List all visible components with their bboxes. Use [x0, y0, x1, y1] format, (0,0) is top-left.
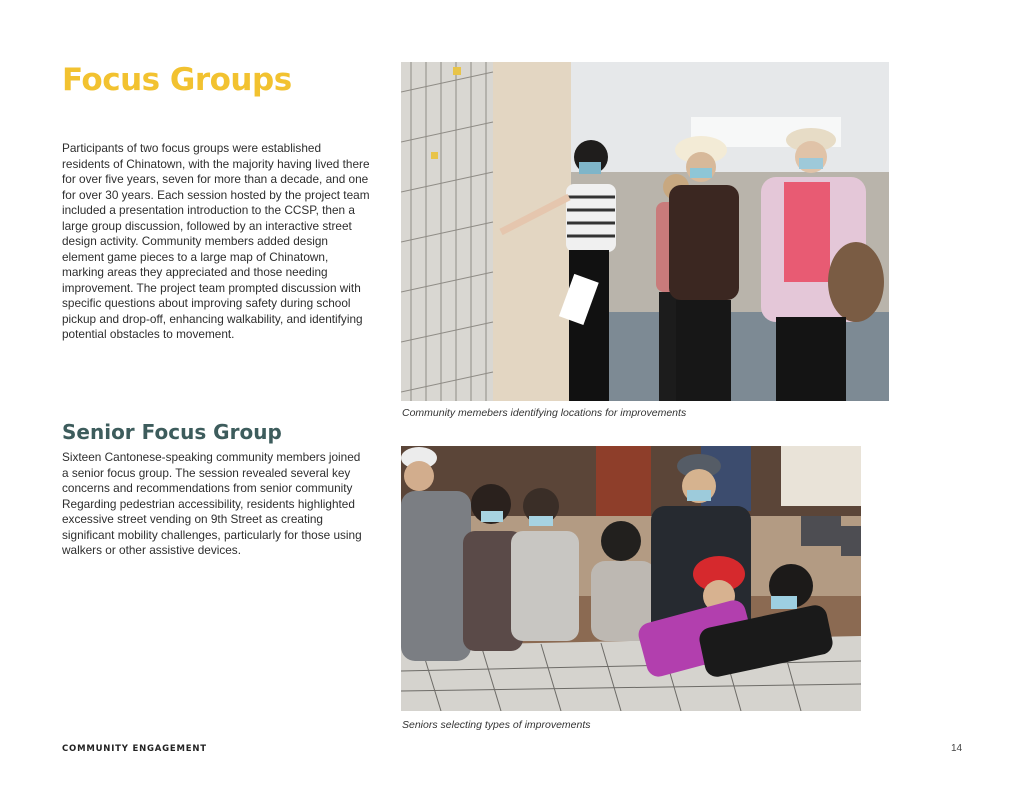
page-title: Focus Groups — [62, 62, 292, 98]
community-map-photo — [401, 62, 889, 401]
photo-caption-1: Community memebers identifying locations for improvements — [402, 407, 687, 419]
intro-paragraph: Participants of two focus groups were established residents of Chinatown, with the majority having lived there for over five years, seven for more than a decade, and one for over 30 years. Each session hosted by the project team included a presentation introduction to the CCSP, then a large group discussion, followed by an interactive street design activity. Community members added design element game pieces to a large map of Chinatown, marking areas they appreciated and those needing improvement. The project team prompted discussion with specific questions about improving safety during school pickup and drop-off, enhancing walkability, and identifying potential obstacles to movement. — [62, 141, 370, 341]
senior-focus-group-paragraph: Sixteen Cantonese-speaking community members joined a senior focus group. The session revealed several key concerns and recommendations from senior community Regarding pedestrian accessibility, residents highlighted excessive street vending on 9th Street as creating significant mobility challenges, particularly for those using walkers or other assistive devices. — [62, 450, 362, 557]
senior-focus-group-heading: Senior Focus Group — [62, 420, 282, 444]
photo-caption-2: Seniors selecting types of improvements — [402, 719, 591, 731]
footer-section-label: COMMUNITY ENGAGEMENT — [62, 744, 207, 754]
page-number: 14 — [951, 743, 963, 754]
seniors-table-photo — [401, 446, 861, 711]
